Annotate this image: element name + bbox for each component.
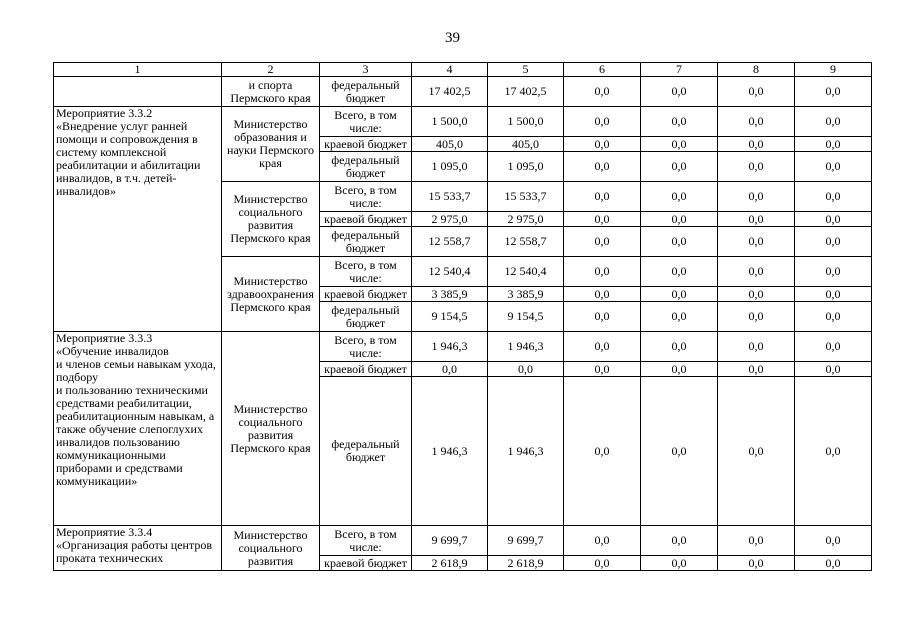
table-row — [54, 526, 872, 556]
value-cell: 0,0 — [795, 77, 872, 107]
funding-source-cell: Всего, в том числе: — [320, 332, 412, 362]
value-cell: 0,0 — [641, 332, 718, 362]
value-cell: 0,0 — [564, 182, 641, 212]
activity-cell: Мероприятие 3.3.3 «Обучение инвалидов и членов семьи навыкам ухода, подбору и пользованию техническими средствами реабилитации, реабилитационным навыкам, а также обучение слепоглухих инвалидов пользованию коммуникационными приборами и средствами коммуникации» — [54, 332, 222, 526]
executor-cell: Министерство социального развития — [222, 526, 320, 571]
value-cell: 0,0 — [641, 77, 718, 107]
value-cell: 0,0 — [795, 227, 872, 257]
table-row — [54, 332, 872, 362]
value-cell: 12 558,7 — [488, 227, 564, 257]
value-cell: 0,0 — [718, 77, 795, 107]
value-cell: 17 402,5 — [488, 77, 564, 107]
value-cell: 0,0 — [564, 77, 641, 107]
value-cell: 1 095,0 — [412, 152, 488, 182]
funding-source-cell: федеральный бюджет — [320, 377, 412, 526]
column-header: 3 — [320, 63, 412, 77]
value-cell: 0,0 — [564, 257, 641, 287]
column-header: 2 — [222, 63, 320, 77]
column-header: 6 — [564, 63, 641, 77]
value-cell: 17 402,5 — [412, 77, 488, 107]
funding-source-cell: федеральный бюджет — [320, 152, 412, 182]
value-cell: 0,0 — [641, 137, 718, 152]
value-cell: 0,0 — [718, 332, 795, 362]
value-cell: 0,0 — [564, 227, 641, 257]
value-cell: 0,0 — [564, 556, 641, 571]
value-cell: 0,0 — [564, 526, 641, 556]
value-cell: 12 540,4 — [488, 257, 564, 287]
funding-source-cell: краевой бюджет — [320, 362, 412, 377]
activity-cell: Мероприятие 3.3.2 «Внедрение услуг ранней помощи и сопровождения в систему комплексной реабилитации и абилитации инвалидов, в т.ч. детей-инвалидов» — [54, 107, 222, 332]
value-cell: 0,0 — [718, 257, 795, 287]
funding-source-cell: Всего, в том числе: — [320, 182, 412, 212]
value-cell: 0,0 — [718, 377, 795, 526]
value-cell: 0,0 — [718, 107, 795, 137]
value-cell: 0,0 — [488, 362, 564, 377]
value-cell: 405,0 — [488, 137, 564, 152]
value-cell: 0,0 — [718, 526, 795, 556]
value-cell: 0,0 — [718, 362, 795, 377]
value-cell: 0,0 — [564, 212, 641, 227]
funding-source-cell: краевой бюджет — [320, 556, 412, 571]
executor-cell: Министерство здравоохранения Пермского края — [222, 257, 320, 332]
value-cell: 15 533,7 — [488, 182, 564, 212]
value-cell: 0,0 — [718, 152, 795, 182]
value-cell: 0,0 — [718, 182, 795, 212]
value-cell: 0,0 — [795, 152, 872, 182]
executor-cell: и спорта Пермского края — [222, 77, 320, 107]
value-cell: 2 975,0 — [412, 212, 488, 227]
funding-source-cell: Всего, в том числе: — [320, 257, 412, 287]
value-cell: 0,0 — [718, 212, 795, 227]
executor-cell: Министерство социального развития Пермского края — [222, 332, 320, 526]
column-header: 8 — [718, 63, 795, 77]
value-cell: 9 154,5 — [488, 302, 564, 332]
column-header: 4 — [412, 63, 488, 77]
value-cell: 0,0 — [795, 377, 872, 526]
value-cell: 0,0 — [412, 362, 488, 377]
value-cell: 0,0 — [795, 137, 872, 152]
value-cell: 1 946,3 — [412, 377, 488, 526]
value-cell: 15 533,7 — [412, 182, 488, 212]
value-cell: 2 618,9 — [412, 556, 488, 571]
value-cell: 1 946,3 — [488, 332, 564, 362]
value-cell: 0,0 — [795, 212, 872, 227]
value-cell: 0,0 — [795, 362, 872, 377]
value-cell: 0,0 — [641, 377, 718, 526]
column-header: 9 — [795, 63, 872, 77]
funding-source-cell: Всего, в том числе: — [320, 107, 412, 137]
value-cell: 9 154,5 — [412, 302, 488, 332]
value-cell: 0,0 — [718, 137, 795, 152]
value-cell: 0,0 — [795, 332, 872, 362]
value-cell: 1 500,0 — [412, 107, 488, 137]
value-cell: 0,0 — [641, 556, 718, 571]
column-header: 7 — [641, 63, 718, 77]
value-cell: 2 618,9 — [488, 556, 564, 571]
value-cell: 0,0 — [718, 302, 795, 332]
value-cell: 0,0 — [718, 287, 795, 302]
table-row — [54, 77, 872, 107]
value-cell: 0,0 — [564, 107, 641, 137]
budget-table — [53, 62, 872, 571]
funding-source-cell: федеральный бюджет — [320, 302, 412, 332]
value-cell: 0,0 — [641, 227, 718, 257]
value-cell: 9 699,7 — [412, 526, 488, 556]
value-cell: 0,0 — [795, 182, 872, 212]
value-cell: 0,0 — [564, 287, 641, 302]
value-cell: 0,0 — [641, 152, 718, 182]
value-cell: 0,0 — [641, 526, 718, 556]
value-cell: 0,0 — [564, 152, 641, 182]
funding-source-cell: федеральный бюджет — [320, 227, 412, 257]
value-cell: 0,0 — [795, 556, 872, 571]
funding-source-cell: краевой бюджет — [320, 137, 412, 152]
column-header: 5 — [488, 63, 564, 77]
value-cell: 0,0 — [795, 257, 872, 287]
executor-cell: Министерство социального развития Пермского края — [222, 182, 320, 257]
value-cell: 12 558,7 — [412, 227, 488, 257]
value-cell: 0,0 — [795, 302, 872, 332]
value-cell: 2 975,0 — [488, 212, 564, 227]
value-cell: 0,0 — [641, 302, 718, 332]
value-cell: 0,0 — [795, 526, 872, 556]
executor-cell: Министерство образования и науки Пермского края — [222, 107, 320, 182]
value-cell: 3 385,9 — [488, 287, 564, 302]
value-cell: 1 946,3 — [488, 377, 564, 526]
activity-cell — [54, 77, 222, 107]
value-cell: 1 095,0 — [488, 152, 564, 182]
value-cell: 0,0 — [564, 302, 641, 332]
table-row — [54, 107, 872, 137]
column-header: 1 — [54, 63, 222, 77]
value-cell: 1 500,0 — [488, 107, 564, 137]
funding-source-cell: краевой бюджет — [320, 212, 412, 227]
value-cell: 0,0 — [641, 107, 718, 137]
value-cell: 0,0 — [564, 332, 641, 362]
value-cell: 3 385,9 — [412, 287, 488, 302]
value-cell: 0,0 — [795, 287, 872, 302]
page-number: 39 — [445, 30, 460, 46]
table-header-row — [54, 63, 872, 77]
activity-cell: Мероприятие 3.3.4 «Организация работы центров проката технических — [54, 526, 222, 571]
value-cell: 0,0 — [718, 556, 795, 571]
value-cell: 12 540,4 — [412, 257, 488, 287]
funding-source-cell: федеральный бюджет — [320, 77, 412, 107]
value-cell: 9 699,7 — [488, 526, 564, 556]
value-cell: 0,0 — [718, 227, 795, 257]
funding-source-cell: краевой бюджет — [320, 287, 412, 302]
value-cell: 0,0 — [641, 257, 718, 287]
funding-source-cell: Всего, в том числе: — [320, 526, 412, 556]
value-cell: 0,0 — [564, 377, 641, 526]
value-cell: 0,0 — [795, 107, 872, 137]
value-cell: 1 946,3 — [412, 332, 488, 362]
value-cell: 0,0 — [641, 287, 718, 302]
value-cell: 0,0 — [641, 362, 718, 377]
value-cell: 405,0 — [412, 137, 488, 152]
value-cell: 0,0 — [564, 137, 641, 152]
value-cell: 0,0 — [641, 212, 718, 227]
value-cell: 0,0 — [564, 362, 641, 377]
value-cell: 0,0 — [641, 182, 718, 212]
